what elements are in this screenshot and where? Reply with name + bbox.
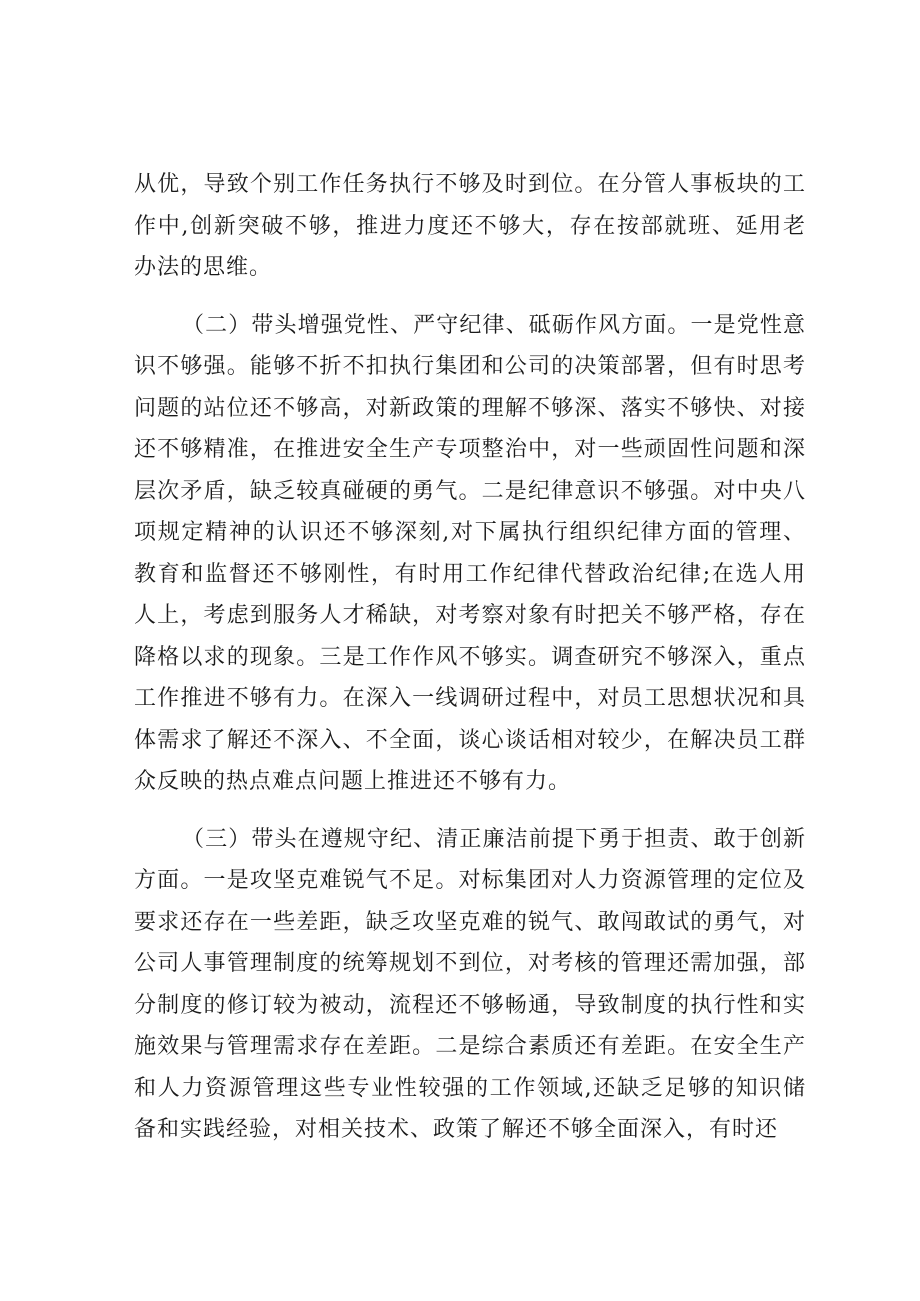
paragraph-continuation: 从优，导致个别工作任务执行不够及时到位。在分管人事板块的工作中,创新突破不够，推进力度还不够大，存在按部就班、延用老办法的思维。 <box>134 172 806 280</box>
paragraph-party-discipline: （二）带头增强党性、严守纪律、砥砺作风方面。一是党性意识不够强。能够不折不扣执行集团和公司的决策部署，但有时思考问题的站位还不够高，对新政策的理解不够深、落实不够快、对接还不够精准，在推进安全生产专项整治中，对一些顽固性问题和深层次矛盾，缺乏较真碰硬的勇气。二是纪律意识不够强。对中央八项规定精神的认识还不够深刻,对下属执行组织纪律方面的管理、教育和监督还不够刚性，有时用工作纪律代替政治纪律;在选人用人上，考虑到服务人才稀缺，对考察对象有时把关不够严格，存在降格以求的现象。三是工作作风不够实。调查研究不够深入，重点工作推进不够有力。在深入一线调研过程中，对员工思想状况和具体需求了解还不深入、不全面，谈心谈话相对较少，在解决员工群众反映的热点难点问题上推进还不够有力。 <box>134 312 806 794</box>
document-body <box>134 164 806 1151</box>
paragraph-responsibility-innovation: （三）带头在遵规守纪、清正廉洁前提下勇于担责、敢于创新方面。一是攻坚克难锐气不足。对标集团对人力资源管理的定位及要求还存在一些差距，缺乏攻坚克难的锐气、敢闯敢试的勇气，对公司人事管理制度的统筹规划不到位，对考核的管理还需加强，部分制度的修订较为被动，流程还不够畅通，导致制度的执行性和实施效果与管理需求存在差距。二是综合素质还有差距。在安全生产和人力资源管理这些专业性较强的工作领域,还缺乏足够的知识储备和实践经验，对相关技术、政策了解还不够全面深入，有时还 <box>134 826 806 1142</box>
